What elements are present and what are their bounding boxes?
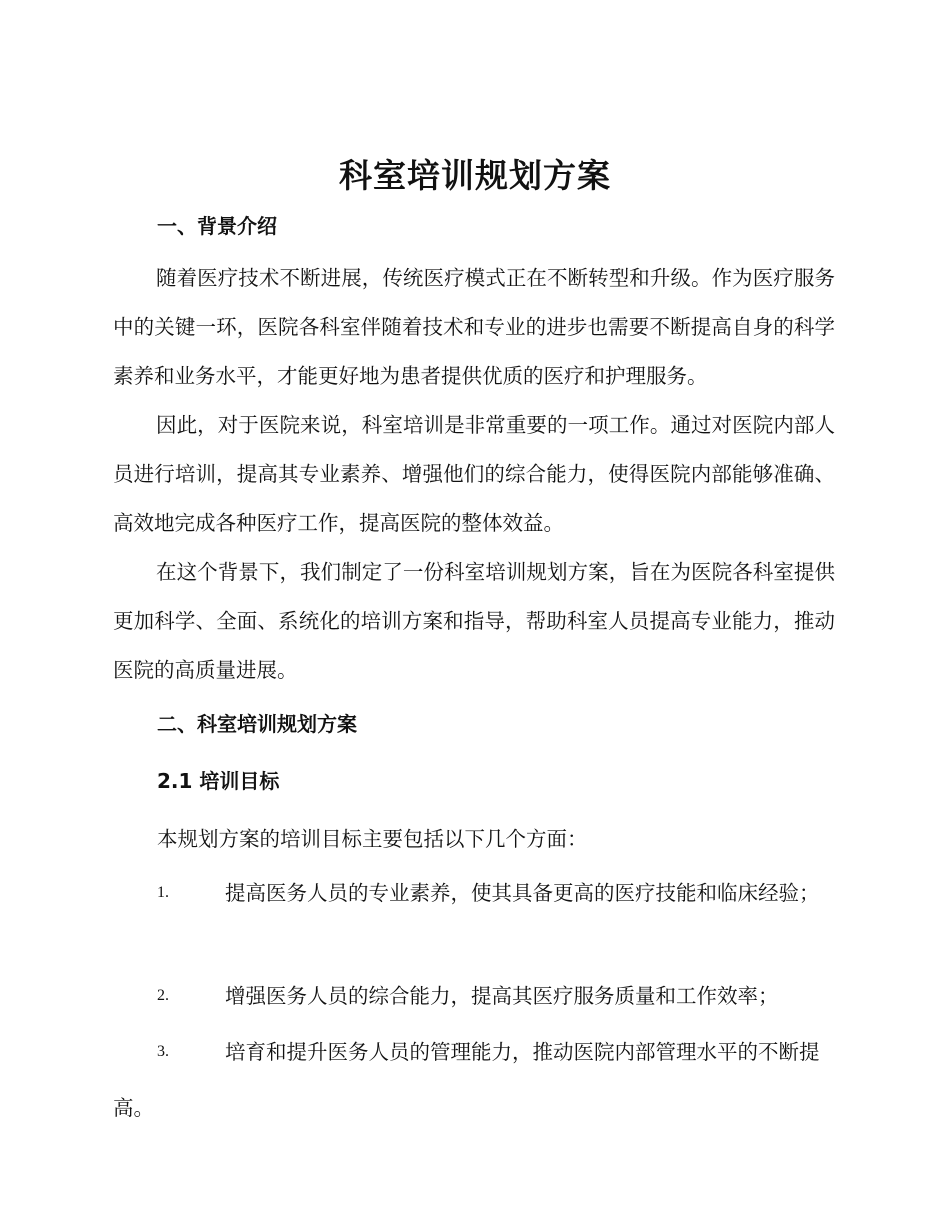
section-heading-background: 一、背景介绍 xyxy=(157,214,277,238)
paragraph-background-2: 因此，对于医院来说，科室培训是非常重要的一项工作。通过对医院内部人员进行培训，提高其专业素养、增强他们的综合能力，使得医院内部能够准确、高效地完成各种医疗工作，提高医院的整体效益。 xyxy=(113,413,835,535)
paragraph-background-1: 随着医疗技术不断进展，传统医疗模式正在不断转型和升级。作为医疗服务中的关键一环，医院各科室伴随着技术和专业的进步也需要不断提高自身的科学素养和业务水平，才能更好地为患者提供优质的医疗和护理服务。 xyxy=(113,266,835,388)
paragraph-background-3: 在这个背景下，我们制定了一份科室培训规划方案，旨在为医院各科室提供更加科学、全面、系统化的培训方案和指导，帮助科室人员提高专业能力，推动医院的高质量进展。 xyxy=(113,560,835,682)
list-item-number: 3. xyxy=(157,1043,169,1060)
goals-intro: 本规划方案的培训目标主要包括以下几个方面： xyxy=(157,827,588,851)
section-heading-plan: 二、科室培训规划方案 xyxy=(157,712,357,736)
list-item: 培育和提升医务人员的管理能力，推动医院内部管理水平的不断提高。 xyxy=(113,1040,820,1120)
list-item-number: 2. xyxy=(157,987,169,1004)
list-item: 增强医务人员的综合能力，提高其医疗服务质量和工作效率； xyxy=(225,984,779,1008)
list-item-number: 1. xyxy=(157,884,169,901)
document-title: 科室培训规划方案 xyxy=(339,156,611,195)
list-item: 提高医务人员的专业素养，使其具备更高的医疗技能和临床经验； xyxy=(225,881,820,905)
subsection-heading-goals: 2.1 培训目标 xyxy=(157,769,280,793)
